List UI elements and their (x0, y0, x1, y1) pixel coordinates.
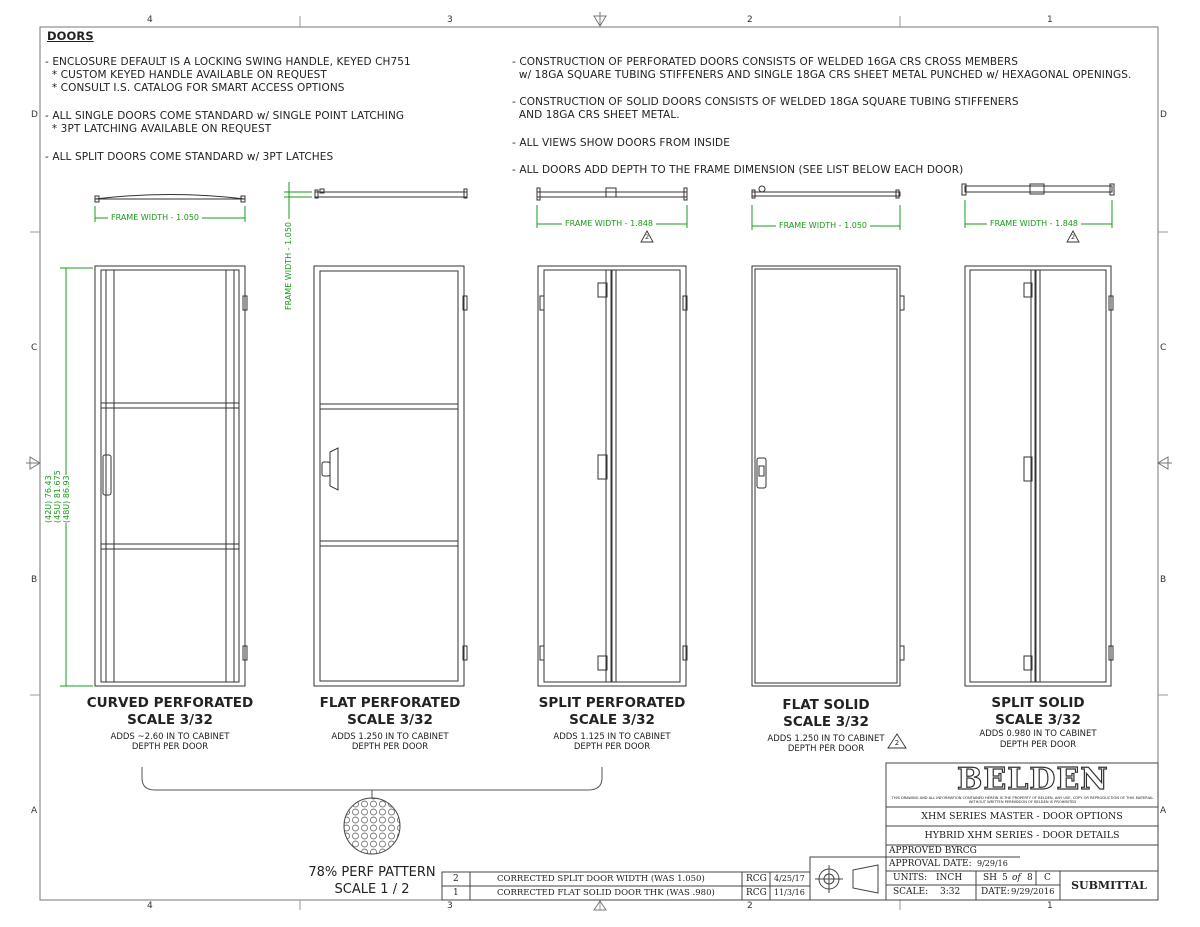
note-right-6: - ALL DOORS ADD DEPTH TO THE FRAME DIMENSION (SEE LIST BELOW EACH DOOR) (512, 164, 964, 176)
rev-2-number: 2 (453, 874, 459, 884)
note-left-5: * 3PT LATCHING AVAILABLE ON REQUEST (45, 123, 272, 135)
top-view-flat-solid (752, 186, 900, 198)
note-right-4: AND 18GA CRS SHEET METAL. (512, 109, 680, 121)
dim-frame-flat-solid: FRAME WIDTH - 1.050 (776, 221, 870, 230)
notes-heading: DOORS (47, 29, 94, 43)
status-badge: SUBMITTAL (1071, 879, 1147, 892)
door-curved-perforated (95, 266, 247, 686)
drawing-title-1: XHM SERIES MASTER - DOOR OPTIONS (921, 811, 1123, 822)
zone-col-3-bottom: 3 (447, 901, 453, 911)
door-1-title: CURVED PERFORATED (86, 695, 254, 711)
rev-1-desc: CORRECTED FLAT SOLID DOOR THK (WAS .980) (497, 888, 715, 898)
zone-col-1-top: 1 (1047, 15, 1053, 25)
door-4-adds: ADDS 1.250 IN TO CABINET (767, 734, 885, 744)
door-5-adds: ADDS 0.980 IN TO CABINET (979, 729, 1097, 739)
door-4-rev-mark: 2 (894, 739, 900, 747)
revision-triangle-icon (641, 231, 1079, 748)
door-flat-solid (752, 266, 904, 686)
dim-frame-split-perforated: FRAME WIDTH - 1.848 (562, 219, 656, 228)
rev-2-by: RCG (746, 874, 767, 884)
dim-frame-flat-perforated: FRAME WIDTH - 1.050 (284, 219, 293, 313)
note-left-6: - ALL SPLIT DOORS COME STANDARD w/ 3PT LATCHES (45, 151, 334, 163)
sheet-value: 5 (1002, 873, 1008, 883)
rev-2-date: 4/25/17 (774, 874, 805, 883)
door-4-scale: SCALE 3/32 (783, 714, 869, 730)
zone-col-2-top: 2 (747, 15, 753, 25)
perf-pattern-title: 78% PERF PATTERN (308, 865, 436, 880)
zone-row-c-left: C (31, 343, 38, 353)
scale-value: 3:32 (940, 887, 961, 897)
dim-height-42u: (42U) 76.43 (44, 475, 53, 523)
note-left-4: - ALL SINGLE DOORS COME STANDARD w/ SINGLE POINT LATCHING (45, 110, 405, 122)
zone-col-3-top: 3 (447, 15, 453, 25)
door-2-depth: DEPTH PER DOOR (351, 742, 429, 752)
approved-by-value: RCG (956, 846, 977, 856)
scale-label: SCALE: (893, 887, 929, 897)
zone-row-c-right: C (1160, 343, 1167, 353)
sheet-of-label: of (1012, 873, 1021, 883)
door-2-adds: ADDS 1.250 IN TO CABINET (331, 732, 449, 742)
dim-frame-curved: FRAME WIDTH - 1.050 (108, 213, 202, 222)
door-5-scale: SCALE 3/32 (995, 712, 1081, 728)
units-value: INCH (936, 873, 963, 883)
door-3-depth: DEPTH PER DOOR (573, 742, 651, 752)
title-block-disclaimer: THIS DRAWING AND ALL INFORMATION CONTAINED HEREIN IS THE PROPERTY OF BELDEN. ANY USE, COPY OR REPRODUCTION OF THIS MATERIAL WITHOUT WRITTEN PERMISSION OF BELDEN IS PROHIBITED (891, 796, 1154, 805)
note-right-5: - ALL VIEWS SHOW DOORS FROM INSIDE (512, 137, 730, 149)
approved-by-label: APPROVED BY: (889, 846, 960, 856)
zone-col-1-bottom: 1 (1047, 901, 1053, 911)
zone-row-b-left: B (31, 575, 38, 585)
top-view-curved-perforated (95, 195, 245, 203)
dim-height-45u: (45U) 81.675 (53, 470, 62, 523)
door-1-depth: DEPTH PER DOOR (131, 742, 209, 752)
sheet-size: C (1044, 873, 1051, 883)
note-right-2: w/ 18GA SQUARE TUBING STIFFENERS AND SINGLE 18GA CRS SHEET METAL PUNCHED w/ HEXAGONAL OPENINGS. (512, 69, 1132, 81)
door-3-scale: SCALE 3/32 (569, 712, 655, 728)
top-view-split-solid (962, 184, 1114, 195)
date-value: 9/29/2016 (1011, 887, 1055, 897)
perf-pattern-scale: SCALE 1 / 2 (334, 882, 410, 897)
date-label: DATE: (981, 887, 1010, 897)
dim-height-48u: (48U) 86.93 (62, 475, 71, 523)
rev-1-number: 1 (453, 888, 459, 898)
note-left-1: - ENCLOSURE DEFAULT IS A LOCKING SWING HANDLE, KEYED CH751 (45, 56, 411, 68)
door-5-title: SPLIT SOLID (991, 695, 1085, 711)
perforated-group-bracket (142, 767, 602, 790)
belden-logo: BELDEN (957, 762, 1109, 797)
door-3-title: SPLIT PERFORATED (538, 695, 686, 711)
zone-row-a-right: A (1160, 806, 1167, 816)
door-2-title: FLAT PERFORATED (319, 695, 461, 711)
rev-2-desc: CORRECTED SPLIT DOOR WIDTH (WAS 1.050) (497, 874, 705, 884)
door-split-perforated (538, 266, 687, 686)
door-2-scale: SCALE 3/32 (347, 712, 433, 728)
drawing-title-2: HYBRID XHM SERIES - DOOR DETAILS (924, 830, 1120, 841)
top-view-split-perforated (537, 188, 687, 200)
door-flat-perforated (314, 266, 467, 686)
note-right-3: - CONSTRUCTION OF SOLID DOORS CONSISTS OF WELDED 18GA SQUARE TUBING STIFFENERS (512, 96, 1019, 108)
projection-symbol-icon (815, 865, 878, 893)
door-4-depth: DEPTH PER DOOR (787, 744, 865, 754)
note-left-3: * CONSULT I.S. CATALOG FOR SMART ACCESS OPTIONS (45, 82, 345, 94)
zone-row-d-right: D (1160, 110, 1167, 120)
perf-pattern-swatch (344, 798, 400, 854)
top-view-flat-perforated (315, 189, 467, 198)
door-4-title: FLAT SOLID (782, 697, 870, 713)
dim-rev-mark-2: 2 (1071, 233, 1076, 241)
zone-row-a-left: A (31, 806, 38, 816)
frame-width-dimension-lines (60, 182, 1112, 686)
dim-rev-mark-1: 2 (645, 233, 650, 241)
note-left-2: * CUSTOM KEYED HANDLE AVAILABLE ON REQUEST (45, 69, 327, 81)
note-right-1: - CONSTRUCTION OF PERFORATED DOORS CONSISTS OF WELDED 16GA CRS CROSS MEMBERS (512, 56, 1019, 68)
dim-frame-split-solid: FRAME WIDTH - 1.848 (987, 219, 1081, 228)
zone-row-d-left: D (31, 110, 38, 120)
door-1-adds: ADDS ~2.60 IN TO CABINET (110, 732, 230, 742)
approval-date-label: APPROVAL DATE: (889, 859, 972, 869)
sheet-label: SH (983, 873, 998, 883)
door-1-scale: SCALE 3/32 (127, 712, 213, 728)
approval-date-value: 9/29/16 (977, 859, 1008, 868)
units-label: UNITS: (893, 873, 928, 883)
door-3-adds: ADDS 1.125 IN TO CABINET (553, 732, 671, 742)
zone-col-4-top: 4 (147, 15, 153, 25)
door-5-depth: DEPTH PER DOOR (999, 740, 1077, 750)
zone-row-b-right: B (1160, 575, 1167, 585)
rev-1-by: RCG (746, 888, 767, 898)
sheet-total: 8 (1027, 873, 1033, 883)
rev-1-date: 11/3/16 (774, 888, 805, 897)
zone-col-4-bottom: 4 (147, 901, 153, 911)
zone-col-2-bottom: 2 (747, 901, 753, 911)
door-split-solid (965, 266, 1113, 686)
